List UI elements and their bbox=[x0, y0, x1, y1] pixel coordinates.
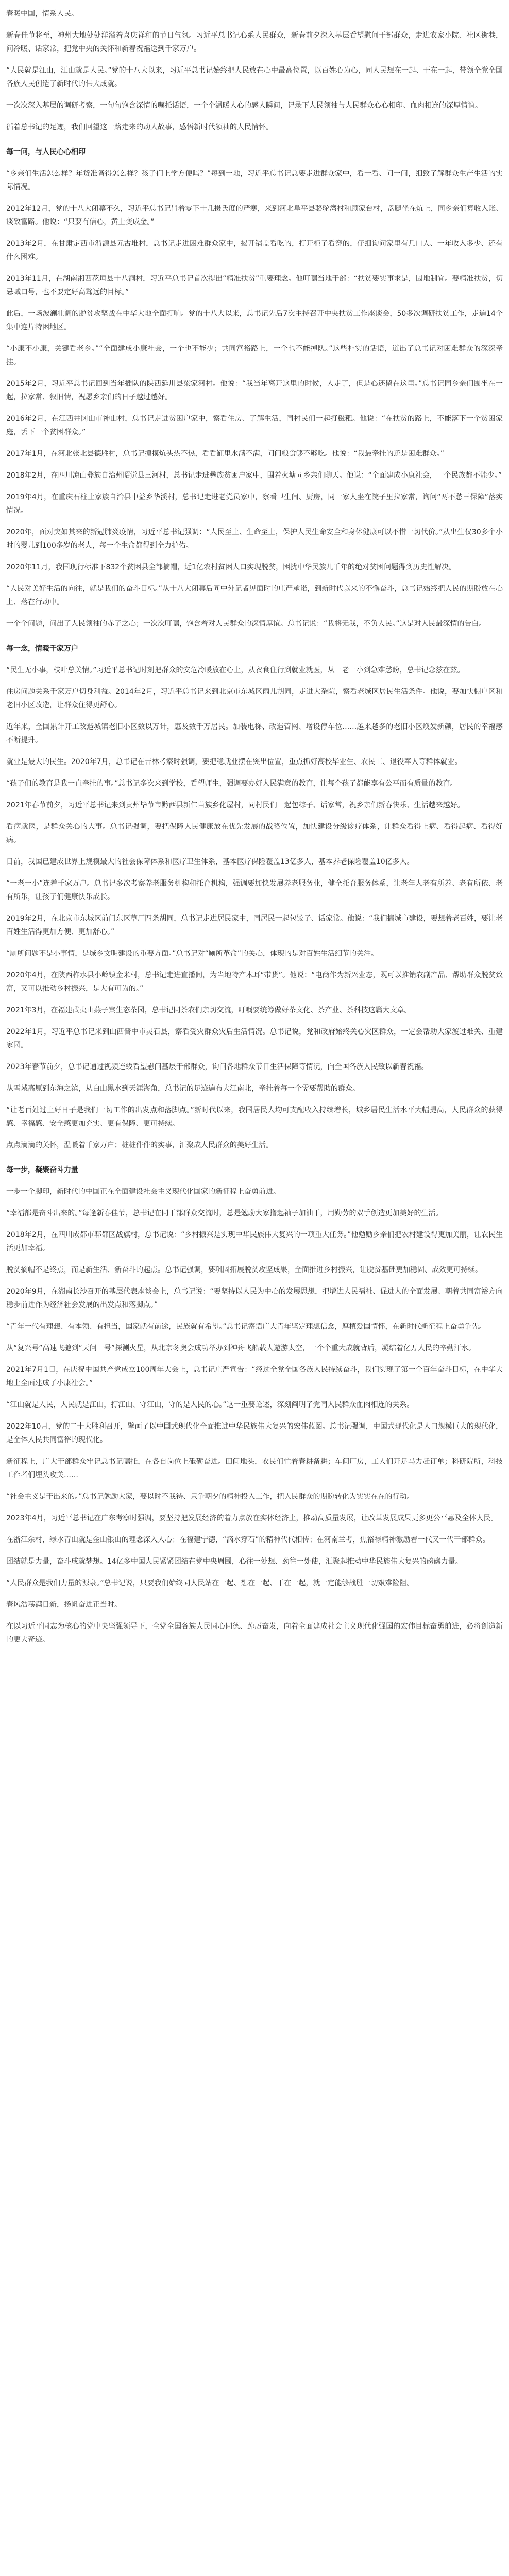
paragraph: 一步一个脚印，新时代的中国正在全面建设社会主义现代化国家的新征程上奋勇前进。 bbox=[6, 1188, 280, 1196]
paragraph: 2015年2月，习近平总书记回到当年插队的陕西延川县梁家河村。他说：“我当年离开这里的时候，人走了，但是心还留在这里。”总书记同乡亲们围坐在一起，拉家常、叙旧情，祝愿乡亲们的日子越过越好。 bbox=[6, 380, 503, 401]
section-heading: 每一问，与人民心心相印 bbox=[6, 148, 86, 156]
paragraph: 2021年3月，在福建武夷山燕子窠生态茶园，总书记同茶农们亲切交流，叮嘱要统筹做好茶文化、茶产业、茶科技这篇大文章。 bbox=[6, 1006, 412, 1014]
paragraph: 新征程上，广大干部群众牢记总书记嘱托，在各自岗位上砥砺奋进。田间地头，农民们忙着春耕备耕；车间厂房，工人们开足马力赶订单；科研院所，科技工作者们埋头攻关…… bbox=[6, 1458, 503, 1479]
paragraph: “小康不小康，关键看老乡。”“全面建成小康社会，一个也不能少；共同富裕路上，一个也不能掉队。”这些朴实的话语，道出了总书记对困难群众的深深牵挂。 bbox=[6, 345, 503, 366]
paragraph: 2020年9月，在湖南长沙召开的基层代表座谈会上，总书记说：“要坚持以人民为中心的发展思想，把增进人民福祉、促进人的全面发展、朝着共同富裕方向稳步前进作为经济社会发展的出发点和落脚点。” bbox=[6, 1287, 503, 1309]
paragraph: 2023年春节前夕，总书记通过视频连线看望慰问基层干部群众，询问各地群众节日生活保障等情况，向全国各族人民致以新春祝福。 bbox=[6, 1063, 429, 1071]
paragraph: 2022年10月，党的二十大胜利召开，擘画了以中国式现代化全面推进中华民族伟大复兴的宏伟蓝图。总书记强调，中国式现代化是人口规模巨大的现代化，是全体人民共同富裕的现代化。 bbox=[6, 1422, 503, 1444]
paragraph: 看病就医，是群众关心的大事。总书记强调，要把保障人民健康放在优先发展的战略位置，加快建设分级诊疗体系，让群众看得上病、看得起病、看得好病。 bbox=[6, 823, 503, 844]
paragraph: 从“复兴号”高速飞驰到“天问一号”探测火星，从北京冬奥会成功举办到神舟飞船载人遨游太空，一个个重大成就背后，凝结着亿万人民的辛勤汗水。 bbox=[6, 1344, 476, 1352]
article-lead: 春暖中国，情系人民。 bbox=[6, 10, 78, 18]
intro-paragraph: 循着总书记的足迹，我们回望这一路走来的动人故事，感悟新时代领袖的人民情怀。 bbox=[6, 123, 273, 131]
paragraph: 在浙江余村，绿水青山就是金山银山的理念深入人心；在福建宁德，“滴水穿石”的精神代代相传；在河南兰考，焦裕禄精神激励着一代又一代干部群众。 bbox=[6, 1536, 490, 1544]
paragraph: 2021年春节前夕，习近平总书记来到贵州毕节市黔西县新仁苗族乡化屋村，同村民们一起包粽子、话家常，祝乡亲们新春快乐、生活越来越好。 bbox=[6, 801, 465, 809]
paragraph: 2020年，面对突如其来的新冠肺炎疫情，习近平总书记强调：“人民至上、生命至上，保护人民生命安全和身体健康可以不惜一切代价。”从出生仅30多个小时的婴儿到100多岁的老人，每一个生命都得到全力护佑。 bbox=[6, 528, 503, 550]
paragraph: 2019年2月，在北京市东城区前门东区草厂四条胡同，总书记走进居民家中，同居民一起包饺子、话家常。他说：“我们搞城市建设，要想着老百姓，要让老百姓生活得更加方便、更加舒心。” bbox=[6, 914, 503, 936]
paragraph: “社会主义是干出来的。”总书记勉励大家，要以时不我待、只争朝夕的精神投入工作，把人民群众的期盼转化为实实在在的行动。 bbox=[6, 1493, 414, 1501]
paragraph: “民生无小事，枝叶总关情。”习近平总书记时刻把群众的安危冷暖放在心上，从衣食住行到就业就医，从一老一小到急难愁盼，总书记念兹在兹。 bbox=[6, 666, 465, 674]
paragraph: “人民对美好生活的向往，就是我们的奋斗目标。”从十八大闭幕后同中外记者见面时的庄严承诺，到新时代以来的不懈奋斗，总书记始终把人民的期盼放在心上、落在行动中。 bbox=[6, 585, 503, 606]
paragraph: 2022年1月，习近平总书记来到山西晋中市灵石县，察看受灾群众灾后生活情况。总书记说，党和政府始终关心灾区群众，一定会帮助大家渡过难关、重建家园。 bbox=[6, 1028, 503, 1049]
paragraph: 2013年2月，在甘肃定西市渭源县元古堆村，总书记走进困难群众家中，揭开锅盖看吃的，打开柜子看穿的，仔细询问家里有几口人、一年收入多少、还有什么困难。 bbox=[6, 240, 503, 261]
paragraph: 在以习近平同志为核心的党中央坚强领导下，全党全国各族人民同心同德、踔厉奋发，向着全面建成社会主义现代化强国的宏伟目标奋勇前进，必将创造新的更大奇迹。 bbox=[6, 1622, 503, 1644]
paragraph: 近年来，全国累计开工改造城镇老旧小区数以万计，惠及数千万居民。加装电梯、改造管网、增设停车位……越来越多的老旧小区焕发新颜，居民的幸福感不断提升。 bbox=[6, 723, 503, 744]
paragraph: “人民群众是我们力量的源泉。”总书记说，只要我们始终同人民站在一起、想在一起、干在一起，就一定能够战胜一切艰难险阻。 bbox=[6, 1579, 414, 1587]
paragraph: 2018年2月，在四川成都市郫都区战旗村，总书记说：“乡村振兴是实现中华民族伟大复兴的一项重大任务。”他勉励乡亲们把农村建设得更加美丽，让农民生活更加幸福。 bbox=[6, 1231, 503, 1252]
paragraph: 此后，一场波澜壮阔的脱贫攻坚战在中华大地全面打响。党的十八大以来，总书记先后7次主持召开中央扶贫工作座谈会，50多次调研扶贫工作，走遍14个集中连片特困地区。 bbox=[6, 310, 503, 331]
paragraph: 团结就是力量，奋斗成就梦想。14亿多中国人民紧紧团结在党中央周围，心往一处想、劲往一处使，汇聚起推动中华民族伟大复兴的磅礴力量。 bbox=[6, 1557, 463, 1566]
article-intro bbox=[6, 29, 503, 134]
paragraph: 从雪域高原到东海之滨，从白山黑水到天涯海角，总书记的足迹遍布大江南北，牵挂着每一个需要帮助的群众。 bbox=[6, 1084, 360, 1093]
paragraph: “江山就是人民，人民就是江山，打江山、守江山，守的是人民的心。”这一重要论述，深刻阐明了党同人民群众血肉相连的关系。 bbox=[6, 1401, 414, 1409]
section-heading: 每一念，情暖千家万户 bbox=[6, 645, 78, 653]
paragraph: “幸福都是奋斗出来的。”每逢新春佳节，总书记在同干部群众交流时，总是勉励大家撸起袖子加油干，用勤劳的双手创造更加美好的生活。 bbox=[6, 1209, 443, 1217]
paragraph: “乡亲们生活怎么样？年货准备得怎么样？孩子们上学方便吗？”每到一地，习近平总书记总要走进群众家中，看一看、问一问，细致了解群众生产生活的实际情况。 bbox=[6, 170, 503, 191]
article-section bbox=[6, 1163, 503, 1647]
paragraph: 点点滴滴的关怀，温暖着千家万户；桩桩件件的实事，汇聚成人民群众的美好生活。 bbox=[6, 1141, 273, 1149]
paragraph: “厕所问题不是小事情，是城乡文明建设的重要方面。”总书记对“厕所革命”的关心，体现的是对百姓生活细节的关注。 bbox=[6, 950, 379, 958]
paragraph: 2017年1月，在河北张北县德胜村，总书记摸摸炕头热不热，看看缸里水满不满，问问粮食够不够吃。他说：“我最牵挂的还是困难群众。” bbox=[6, 450, 445, 458]
article-sections bbox=[6, 145, 503, 1647]
paragraph: 2019年4月，在重庆石柱土家族自治县中益乡华溪村，总书记走进老党员家中，察看卫生间、厨房，同一家人坐在院子里拉家常，询问“两不愁三保障”落实情况。 bbox=[6, 493, 503, 515]
paragraph: “让老百姓过上好日子是我们一切工作的出发点和落脚点。”新时代以来，我国居民人均可支配收入持续增长，城乡居民生活水平大幅提高，人民群众的获得感、幸福感、安全感更加充实、更有保障、更可持续。 bbox=[6, 1106, 503, 1128]
paragraph: 春风浩荡满目新，扬帆奋进正当时。 bbox=[6, 1601, 122, 1609]
paragraph: “青年一代有理想、有本领、有担当，国家就有前途，民族就有希望。”总书记寄语广大青年坚定理想信念，厚植爱国情怀，在新时代新征程上奋勇争先。 bbox=[6, 1323, 486, 1331]
paragraph: 2021年7月1日，在庆祝中国共产党成立100周年大会上，总书记庄严宣告：“经过全党全国各族人民持续奋斗，我们实现了第一个百年奋斗目标，在中华大地上全面建成了小康社会。” bbox=[6, 1366, 503, 1387]
section-heading: 每一步，凝聚奋斗力量 bbox=[6, 1166, 78, 1174]
paragraph: 2023年4月，习近平总书记在广东考察时强调，要坚持把发展经济的着力点放在实体经济上，推动高质量发展，让改革发展成果更多更公平惠及全体人民。 bbox=[6, 1514, 498, 1522]
paragraph: 2013年11月，在湖南湘西花垣县十八洞村，习近平总书记首次提出“精准扶贫”重要理念。他叮嘱当地干部：“扶贫要实事求是，因地制宜。要精准扶贫，切忌喊口号，也不要定好高骛远的目标。” bbox=[6, 275, 503, 296]
paragraph: 2018年2月，在四川凉山彝族自治州昭觉县三河村，总书记走进彝族贫困户家中，围着火塘同乡亲们聊天。他说：“全面建成小康社会，一个民族都不能少。” bbox=[6, 471, 502, 480]
paragraph: “孩子们的教育是我一直牵挂的事。”总书记多次来到学校，看望师生，强调要办好人民满意的教育，让每个孩子都能享有公平而有质量的教育。 bbox=[6, 779, 457, 788]
intro-paragraph: “人民就是江山，江山就是人民。”党的十八大以来，习近平总书记始终把人民放在心中最高位置，以百姓心为心，同人民想在一起、干在一起，带领全党全国各族人民创造了新时代的伟大成就。 bbox=[6, 66, 503, 88]
paragraph: 2012年12月，党的十八大闭幕不久，习近平总书记冒着零下十几摄氏度的严寒，来到河北阜平县骆驼湾村和顾家台村，盘腿坐在炕上，同乡亲们算收入账、谈致富路。他说：“只要有信心，黄土变成金。” bbox=[6, 205, 503, 226]
paragraph: “一老一小”连着千家万户。总书记多次考察养老服务机构和托育机构，强调要加快发展养老服务业，健全托育服务体系，让老年人老有所养、老有所依、老有所乐，让孩子们健康快乐成长。 bbox=[6, 879, 503, 901]
paragraph: 2016年2月，在江西井冈山市神山村，总书记走进贫困户家中，察看住房、了解生活，同村民们一起打糍粑。他说：“在扶贫的路上，不能落下一个贫困家庭，丢下一个贫困群众。” bbox=[6, 415, 503, 436]
paragraph: 一个个问题，问出了人民领袖的赤子之心；一次次叮嘱，饱含着对人民群众的深情厚谊。总书记说：“我将无我，不负人民。”这是对人民最深情的告白。 bbox=[6, 620, 486, 628]
paragraph: 就业是最大的民生。2020年7月，总书记在吉林考察时强调，要把稳就业摆在突出位置，重点抓好高校毕业生、农民工、退役军人等群体就业。 bbox=[6, 758, 462, 766]
article-section bbox=[6, 642, 503, 1152]
paragraph: 2020年4月，在陕西柞水县小岭镇金米村，总书记走进直播间，为当地特产木耳“带货”。他说：“电商作为新兴业态，既可以推销农副产品、帮助群众脱贫致富，又可以推动乡村振兴，是大有可为的。” bbox=[6, 971, 503, 993]
article-body bbox=[6, 7, 503, 1647]
paragraph: 脱贫摘帽不是终点，而是新生活、新奋斗的起点。总书记强调，要巩固拓展脱贫攻坚成果，全面推进乡村振兴，让脱贫基础更加稳固、成效更可持续。 bbox=[6, 1266, 482, 1274]
paragraph: 住房问题关系千家万户切身利益。2014年2月，习近平总书记来到北京市东城区雨儿胡同，走进大杂院，察看老城区居民生活条件。他说，要加快棚户区和老旧小区改造，让群众住得更舒心。 bbox=[6, 688, 503, 709]
paragraph: 2020年11月，我国现行标准下832个贫困县全部摘帽，近1亿农村贫困人口实现脱贫，困扰中华民族几千年的绝对贫困问题得到历史性解决。 bbox=[6, 563, 456, 571]
intro-paragraph: 一次次深入基层的调研考察，一句句饱含深情的嘱托话语，一个个温暖人心的感人瞬间，记录下人民领袖与人民群众心心相印、血肉相连的深厚情谊。 bbox=[6, 101, 482, 110]
intro-paragraph: 新春佳节将至，神州大地处处洋溢着喜庆祥和的节日气氛。习近平总书记心系人民群众，新春前夕深入基层看望慰问干部群众，走进农家小院、社区街巷，问冷暖、话家常，把党中央的关怀和新春祝福送到千家万户。 bbox=[6, 31, 503, 53]
paragraph: 目前，我国已建成世界上规模最大的社会保障体系和医疗卫生体系，基本医疗保险覆盖13亿多人，基本养老保险覆盖10亿多人。 bbox=[6, 858, 414, 866]
article-section bbox=[6, 145, 503, 631]
